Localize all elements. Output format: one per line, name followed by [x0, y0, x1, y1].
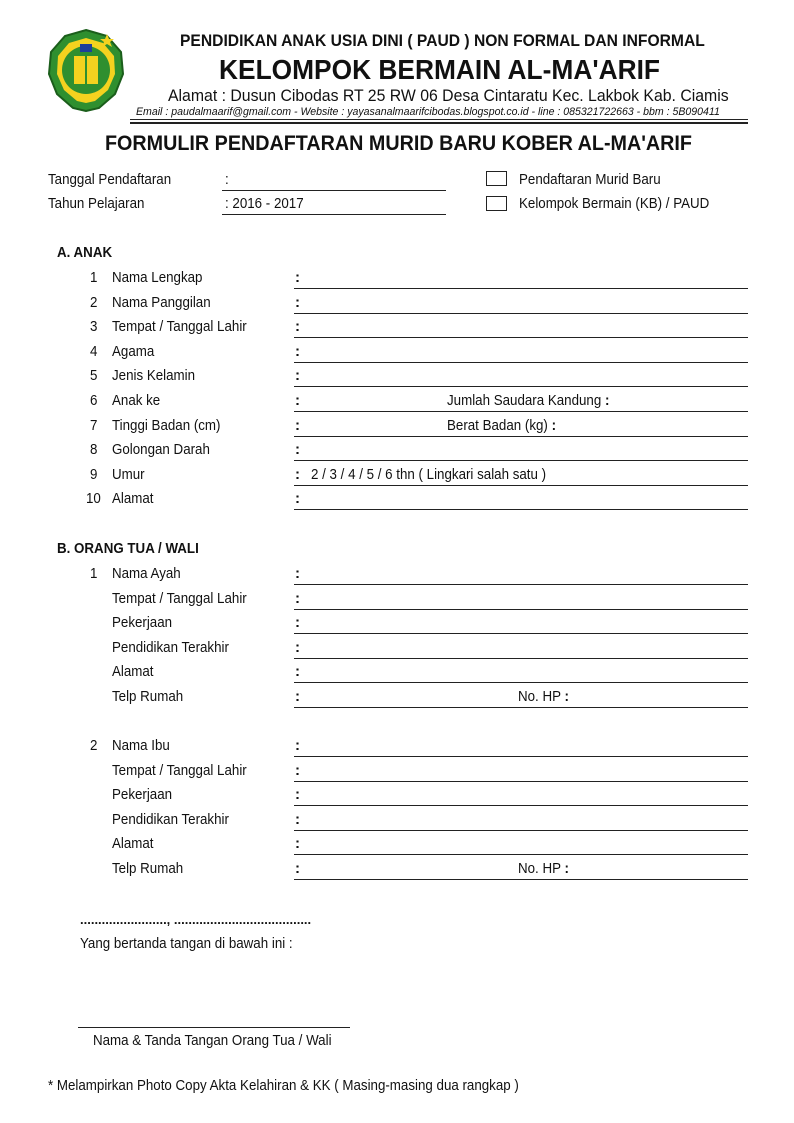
- row-number: 2: [90, 738, 98, 754]
- extra-label-text: No. HP: [518, 861, 561, 877]
- extra-field-label: [447, 393, 609, 409]
- row-number: 4: [90, 343, 98, 360]
- kb-paud-label: Kelompok Bermain (KB) / PAUD: [519, 196, 710, 212]
- input-line[interactable]: [294, 609, 748, 610]
- field-label: Telp Rumah: [112, 689, 184, 705]
- signature-label: Nama & Tanda Tangan Orang Tua / Wali: [93, 1033, 332, 1049]
- row-number: 9: [90, 466, 98, 483]
- field-colon: :: [295, 761, 300, 779]
- field-colon: :: [295, 318, 300, 336]
- input-line[interactable]: [294, 509, 748, 510]
- new-student-checkbox[interactable]: [486, 171, 507, 186]
- header-line1: PENDIDIKAN ANAK USIA DINI ( PAUD ) NON FORMAL DAN INFORMAL: [180, 31, 705, 50]
- field-colon: :: [295, 663, 300, 681]
- header-divider: [130, 119, 748, 120]
- input-line[interactable]: [294, 584, 748, 585]
- field-colon: :: [295, 860, 300, 877]
- form-title: FORMULIR PENDAFTARAN MURID BARU KOBER AL-MA'ARIF: [105, 132, 692, 155]
- field-label: Jenis Kelamin: [112, 368, 196, 385]
- input-line[interactable]: [294, 288, 748, 289]
- field-colon: :: [295, 392, 300, 409]
- input-line[interactable]: [294, 756, 748, 757]
- input-line[interactable]: [294, 362, 748, 363]
- year-value[interactable]: : 2016 - 2017: [225, 196, 304, 212]
- input-line[interactable]: [294, 337, 748, 338]
- input-line[interactable]: [294, 313, 748, 314]
- input-line[interactable]: [294, 460, 748, 461]
- year-line: [222, 214, 446, 215]
- field-colon: :: [295, 614, 300, 632]
- section-b-heading: B. ORANG TUA / WALI: [57, 541, 199, 557]
- field-colon: :: [295, 441, 300, 459]
- field-label: Telp Rumah: [112, 861, 184, 877]
- field-label: Nama Ayah: [112, 566, 181, 582]
- extra-label-text: Jumlah Saudara Kandung: [447, 393, 602, 409]
- row-number: 10: [86, 491, 101, 508]
- row-number: 1: [90, 270, 98, 286]
- header-divider-thick: [130, 122, 748, 124]
- extra-field-label: [518, 861, 569, 877]
- input-line[interactable]: [294, 879, 748, 880]
- year-label: Tahun Pelajaran: [48, 196, 145, 212]
- field-label: Tempat / Tanggal Lahir: [112, 590, 247, 607]
- field-label: Tempat / Tanggal Lahir: [112, 319, 247, 336]
- extra-label-text: Berat Badan (kg): [447, 417, 548, 434]
- field-colon: :: [295, 269, 300, 286]
- field-label: Pendidikan Terakhir: [112, 639, 229, 656]
- school-contact: Email : paudalmaarif@gmail.com - Website : yayasanalmaarifcibodas.blogspot.co.id - line : 085321722663 - bbm : 5B090411: [136, 106, 720, 118]
- row-number: 5: [90, 368, 98, 385]
- input-line[interactable]: [294, 707, 748, 708]
- field-colon: :: [295, 835, 300, 853]
- field-colon: :: [295, 810, 300, 828]
- input-line[interactable]: [294, 633, 748, 634]
- field-colon: :: [295, 688, 300, 705]
- field-colon: :: [295, 589, 300, 607]
- field-label: Alamat: [112, 836, 154, 853]
- row-number: 2: [90, 294, 98, 311]
- input-line[interactable]: [294, 411, 748, 412]
- field-label: Pendidikan Terakhir: [112, 811, 229, 828]
- field-label: Agama: [112, 343, 155, 360]
- row-number: 6: [90, 393, 98, 409]
- field-colon: :: [295, 638, 300, 656]
- school-address: Alamat : Dusun Cibodas RT 25 RW 06 Desa Cintaratu Kec. Lakbok Kab. Ciamis: [168, 86, 729, 105]
- input-line[interactable]: [294, 485, 748, 486]
- footnote: * Melampirkan Photo Copy Akta Kelahiran & KK ( Masing-masing dua rangkap ): [48, 1078, 519, 1094]
- signature-line[interactable]: [78, 1027, 350, 1028]
- field-colon: :: [295, 565, 300, 582]
- row-number: 7: [90, 417, 98, 434]
- field-label: Umur: [112, 466, 145, 483]
- input-line[interactable]: [294, 658, 748, 659]
- field-colon: :: [295, 490, 300, 508]
- field-colon: :: [295, 416, 300, 434]
- input-line[interactable]: [294, 781, 748, 782]
- field-colon: :: [295, 342, 300, 360]
- field-label: Tinggi Badan (cm): [112, 417, 221, 434]
- row-number: 1: [90, 566, 98, 582]
- field-colon: :: [295, 737, 300, 754]
- input-line[interactable]: [294, 386, 748, 387]
- extra-colon: :: [604, 393, 610, 409]
- new-student-label: Pendaftaran Murid Baru: [519, 172, 661, 188]
- section-a-heading: A. ANAK: [57, 245, 113, 261]
- field-label: Golongan Darah: [112, 442, 210, 459]
- extra-colon: :: [564, 861, 569, 877]
- field-label: Nama Ibu: [112, 738, 170, 754]
- extra-field-label: [518, 689, 569, 705]
- field-label: Nama Lengkap: [112, 270, 203, 286]
- place-date-line[interactable]: ........................, ......................................: [80, 912, 312, 927]
- input-line[interactable]: [294, 682, 748, 683]
- extra-label-text: No. HP: [518, 689, 561, 705]
- input-line[interactable]: [294, 830, 748, 831]
- field-colon: :: [295, 293, 300, 311]
- school-logo: [47, 28, 125, 112]
- field-label: Nama Panggilan: [112, 294, 211, 311]
- signature-statement: Yang bertanda tangan di bawah ini :: [80, 936, 293, 952]
- field-label: Pekerjaan: [112, 787, 173, 804]
- school-name: KELOMPOK BERMAIN AL-MA'ARIF: [219, 54, 660, 85]
- field-label: Tempat / Tanggal Lahir: [112, 762, 247, 779]
- field-label: Alamat: [112, 664, 154, 681]
- row-number: 8: [90, 442, 98, 459]
- field-colon: :: [295, 786, 300, 804]
- field-label: Anak ke: [112, 393, 161, 409]
- extra-colon: :: [564, 689, 569, 705]
- date-line: [222, 190, 446, 191]
- date-value[interactable]: :: [225, 172, 229, 188]
- date-label: Tanggal Pendaftaran: [48, 172, 172, 188]
- field-label: Pekerjaan: [112, 615, 173, 632]
- input-line[interactable]: [294, 854, 748, 855]
- extra-field-label: [447, 418, 556, 434]
- input-line[interactable]: [294, 436, 748, 437]
- kb-paud-checkbox[interactable]: [486, 196, 507, 211]
- field-label: Alamat: [112, 491, 154, 508]
- row-number: 3: [90, 319, 98, 336]
- field-colon: :: [295, 367, 300, 385]
- extra-colon: :: [551, 417, 557, 434]
- field-colon: :: [295, 465, 300, 483]
- field-value: 2 / 3 / 4 / 5 / 6 thn ( Lingkari salah satu ): [311, 466, 547, 483]
- input-line[interactable]: [294, 805, 748, 806]
